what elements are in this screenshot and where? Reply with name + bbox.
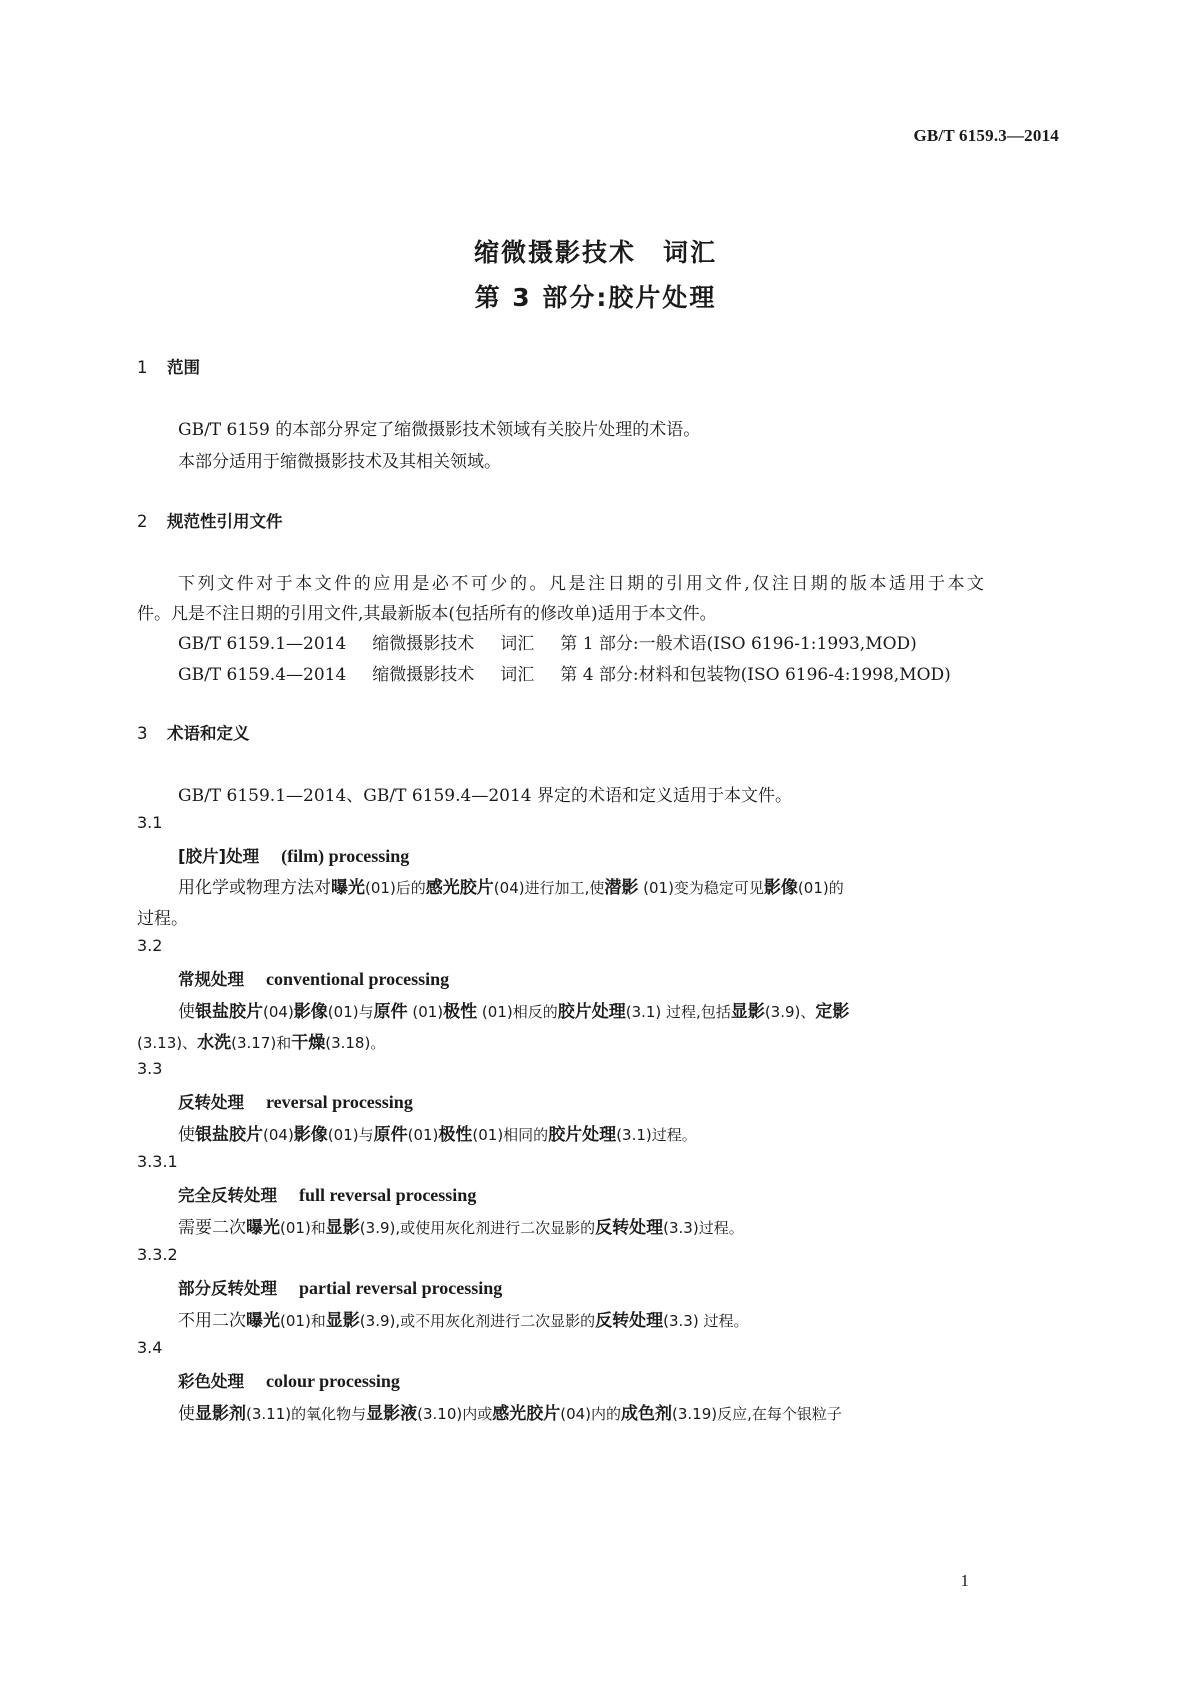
def-text: (04)进行加工,使 [493,879,605,897]
term-number: 3.3 [137,1059,163,1078]
term-entry [178,1182,476,1206]
def-term-ref: 感光胶片 [492,1404,561,1424]
term-definition [178,873,844,898]
def-term-ref: 反转处理 [595,1218,664,1238]
normative-paragraph-line-2: 件。凡是不注日期的引用文件,其最新版本(包括所有的修改单)适用于本文件。 [137,604,717,624]
def-text: (3.18)。 [325,1034,386,1052]
def-text: (01) [407,1126,439,1144]
scope-paragraph-1: GB/T 6159 的本部分界定了缩微摄影技术领域有关胶片处理的术语。 [178,420,701,440]
def-text: (01)与 [327,1126,374,1144]
def-term-ref: 原件 [373,1002,408,1022]
def-term-ref: 曝光 [331,878,365,898]
reference-title: 缩微摄影技术 [372,665,475,685]
term-definition-continuation [137,1028,385,1053]
def-term-ref: 极性 [438,1125,473,1145]
def-text: (01)变为稳定可见 [638,879,764,897]
def-term-ref: 银盐胶片 [195,1002,263,1022]
def-text: (04) [263,1126,294,1144]
term-entry [178,1089,413,1113]
def-text: 使 [178,1404,195,1424]
reference-code: GB/T 6159.4—2014 [178,665,347,685]
section-title: 规范性引用文件 [167,512,283,531]
def-text: 用化学或物理方法对 [178,878,331,898]
def-term-ref: 显影 [730,1002,765,1022]
term-zh: [胶片]处理 [178,847,260,866]
def-text: (04)内的 [560,1405,622,1423]
section-number: 2 [137,512,148,531]
term-definition-continuation: 过程。 [137,909,188,929]
def-text: (01)相反的 [477,1003,558,1021]
def-text: (3.13)、 [137,1034,198,1052]
def-term-ref: 成色剂 [621,1404,673,1424]
section-heading-terms-definitions [137,720,250,744]
def-term-ref: 反转处理 [595,1311,664,1331]
def-term-ref: 影像 [293,1002,328,1022]
page-number: 1 [960,1571,969,1590]
reference-vocab: 词汇 [500,634,535,654]
def-term-ref: 干燥 [291,1033,326,1053]
def-term-ref: 影像 [293,1125,328,1145]
normative-paragraph-line-1: 下列文件对于本文件的应用是必不可少的。凡是注日期的引用文件,仅注日期的版本适用于本文 [178,574,984,594]
section-heading-scope [137,354,200,378]
def-text: (01) [407,1003,444,1021]
section-title: 术语和定义 [167,724,250,743]
terms-intro: GB/T 6159.1—2014、GB/T 6159.4—2014 界定的术语和定义适用于本文件。 [178,786,792,806]
term-entry [178,966,449,990]
def-text: (3.3)过程。 [663,1219,744,1237]
def-term-ref: 胶片处理 [557,1002,626,1022]
term-en: (film) processing [281,846,410,866]
section-title: 范围 [167,358,200,377]
term-zh: 常规处理 [178,970,244,989]
term-en: conventional processing [266,969,450,989]
term-zh: 完全反转处理 [178,1186,277,1205]
reference-vocab: 词汇 [500,665,535,685]
term-definition [178,1399,842,1424]
def-term-ref: 曝光 [246,1311,280,1331]
def-text: (3.9),或使用灰化剂进行二次显影的 [359,1219,596,1237]
term-entry [178,1368,400,1392]
def-text: (3.9)、 [764,1003,816,1021]
term-number: 3.2 [137,936,163,955]
def-text: (3.10)内或 [417,1405,493,1423]
def-term-ref: 显影液 [366,1404,418,1424]
def-text: (3.9),或不用灰化剂进行二次显影的 [359,1312,596,1330]
term-entry [178,843,409,867]
reference-item [178,660,951,685]
reference-part: 第 4 部分:材料和包装物(ISO 6196-4:1998,MOD) [560,665,951,685]
term-number: 3.3.1 [137,1152,178,1171]
def-text: (01)的 [797,879,844,897]
def-term-ref: 极性 [443,1002,478,1022]
def-text: (3.1)过程。 [616,1126,697,1144]
term-number: 3.4 [137,1338,163,1357]
def-text: 不用二次 [178,1311,246,1331]
def-text: 使 [178,1125,195,1145]
def-term-ref: 感光胶片 [425,878,494,898]
term-number: 3.3.2 [137,1245,178,1264]
term-en: full reversal processing [299,1185,477,1205]
term-en: colour processing [266,1371,400,1391]
scope-paragraph-2: 本部分适用于缩微摄影技术及其相关领域。 [178,452,501,472]
reference-title: 缩微摄影技术 [372,634,475,654]
term-zh: 彩色处理 [178,1372,244,1391]
def-text: (3.11)的氧化物与 [246,1405,367,1423]
term-en: partial reversal processing [299,1278,503,1298]
term-en: reversal processing [266,1092,413,1112]
def-term-ref: 曝光 [246,1218,280,1238]
def-text: (01)后的 [365,879,426,897]
def-term-ref: 定影 [815,1002,850,1022]
def-term-ref: 潜影 [604,878,639,898]
document-title-line2: 第 3 部分:胶片处理 [474,283,717,312]
def-text: (01)和 [280,1219,326,1237]
def-term-ref: 显影剂 [195,1404,246,1424]
reference-item [178,629,917,654]
def-term-ref: 水洗 [197,1033,232,1053]
def-term-ref: 胶片处理 [548,1125,617,1145]
section-number: 1 [137,358,148,377]
def-text: (01)相同的 [472,1126,549,1144]
term-zh: 反转处理 [178,1093,244,1112]
reference-part: 第 1 部分:一般术语(ISO 6196-1:1993,MOD) [560,634,917,654]
def-term-ref: 显影 [325,1311,360,1331]
document-title-line1: 缩微摄影技术 词汇 [473,238,717,267]
def-term-ref: 显影 [325,1218,360,1238]
section-number: 3 [137,724,148,743]
reference-code: GB/T 6159.1—2014 [178,634,347,654]
standard-code: GB/T 6159.3—2014 [913,126,1059,145]
term-definition [178,1120,697,1145]
def-term-ref: 影像 [763,878,798,898]
def-text: (3.1) 过程,包括 [625,1003,731,1021]
def-text: 使 [178,1002,195,1022]
term-zh: 部分反转处理 [178,1279,277,1298]
section-heading-normative-references [137,508,283,532]
term-definition [178,1213,744,1238]
def-text: 需要二次 [178,1218,246,1238]
def-text: (3.3) 过程。 [663,1312,749,1330]
term-definition [178,1306,748,1331]
def-term-ref: 原件 [373,1125,408,1145]
def-term-ref: 银盐胶片 [195,1125,263,1145]
term-definition [178,997,849,1022]
term-entry [178,1275,502,1299]
def-text: (01)与 [327,1003,374,1021]
term-number: 3.1 [137,813,163,832]
def-text: (3.19)反应,在每个银粒子 [672,1405,842,1423]
def-text: (3.17)和 [231,1034,292,1052]
def-text: (01)和 [280,1312,326,1330]
def-text: (04) [263,1003,294,1021]
